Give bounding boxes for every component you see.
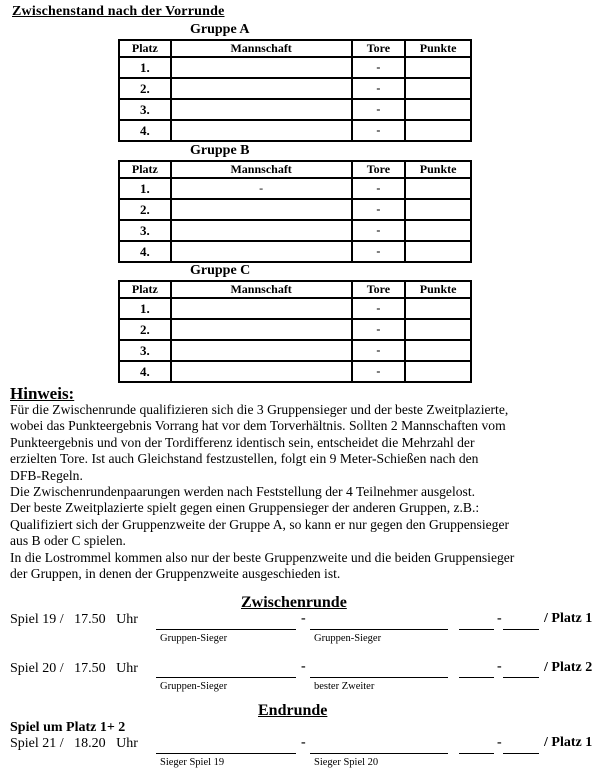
- team1-input-line[interactable]: [156, 677, 296, 678]
- score1-input-line[interactable]: [459, 753, 494, 754]
- team2-input-line[interactable]: [310, 677, 448, 678]
- header-mannschaft: Mannschaft: [171, 281, 352, 298]
- group-a-table: [118, 39, 472, 142]
- place-cell: 3.: [119, 99, 171, 120]
- group-b-table: [118, 160, 472, 263]
- team2-input-line[interactable]: [310, 629, 448, 630]
- group-b-title: Gruppe B: [190, 143, 250, 158]
- endrunde-title: Endrunde: [258, 702, 328, 719]
- hint-title: Hinweis:: [10, 384, 75, 403]
- table-row: [119, 120, 471, 141]
- points-cell[interactable]: [405, 298, 471, 319]
- header-tore: Tore: [352, 161, 406, 178]
- place-cell: 2.: [119, 199, 171, 220]
- points-cell[interactable]: [405, 361, 471, 382]
- points-cell[interactable]: [405, 57, 471, 78]
- hint-line: DFB-Regeln.: [10, 467, 83, 483]
- team-cell[interactable]: [171, 241, 352, 262]
- hint-line: Qualifiziert sich der Gruppenzweite der Gruppe A, so kann er nur gegen den Gruppensieger: [10, 516, 510, 532]
- goals-cell[interactable]: -: [352, 361, 406, 382]
- table-row: [119, 99, 471, 120]
- team-cell[interactable]: [171, 361, 352, 382]
- header-punkte: Punkte: [405, 40, 471, 57]
- points-cell[interactable]: [405, 340, 471, 361]
- score-dash: -: [497, 659, 502, 674]
- goals-cell[interactable]: -: [352, 78, 406, 99]
- table-row: [119, 220, 471, 241]
- team1-caption: Gruppen-Sieger: [160, 633, 228, 644]
- points-cell[interactable]: [405, 78, 471, 99]
- goals-cell[interactable]: -: [352, 99, 406, 120]
- hint-line: der Gruppen, in denen der Gruppenzweite ausgeschieden ist.: [10, 566, 341, 582]
- table-row: [119, 319, 471, 340]
- group-a-title: Gruppe A: [190, 22, 250, 37]
- table-header-row: [119, 281, 471, 298]
- final-subtitle: Spiel um Platz 1+ 2: [10, 720, 126, 735]
- hint-line: Der beste Zweitplazierte spielt gegen einen Gruppensieger der anderen Gruppen, z.B.:: [10, 500, 480, 516]
- table-row: [119, 57, 471, 78]
- place-cell: 1.: [119, 57, 171, 78]
- score2-input-line[interactable]: [503, 629, 539, 630]
- group-c-title: Gruppe C: [190, 263, 251, 278]
- team-cell[interactable]: -: [171, 178, 352, 199]
- header-platz: Platz: [119, 161, 171, 178]
- page-title: Zwischenstand nach der Vorrunde: [12, 4, 225, 19]
- place-cell: 2.: [119, 319, 171, 340]
- points-cell[interactable]: [405, 220, 471, 241]
- place-cell: 1.: [119, 178, 171, 199]
- points-cell[interactable]: [405, 120, 471, 141]
- team1-caption: Sieger Spiel 19: [160, 757, 225, 768]
- goals-cell[interactable]: -: [352, 298, 406, 319]
- header-tore: Tore: [352, 40, 406, 57]
- goals-cell[interactable]: -: [352, 319, 406, 340]
- game-21-label: Spiel 21 / 18.20 Uhr: [10, 736, 138, 751]
- points-cell[interactable]: [405, 199, 471, 220]
- team-cell[interactable]: [171, 57, 352, 78]
- header-punkte: Punkte: [405, 281, 471, 298]
- vs-dash: -: [301, 735, 306, 750]
- team-cell[interactable]: [171, 78, 352, 99]
- team1-input-line[interactable]: [156, 753, 296, 754]
- team2-caption: Gruppen-Sieger: [314, 633, 382, 644]
- place-cell: 4.: [119, 120, 171, 141]
- game-19-label: Spiel 19 / 17.50 Uhr: [10, 612, 138, 627]
- team-cell[interactable]: [171, 99, 352, 120]
- vs-dash: -: [301, 611, 306, 626]
- result-label: / Platz 2: [544, 660, 593, 675]
- place-cell: 3.: [119, 220, 171, 241]
- goals-cell[interactable]: -: [352, 199, 406, 220]
- team2-input-line[interactable]: [310, 753, 448, 754]
- result-label: / Platz 1: [544, 735, 593, 750]
- team-cell[interactable]: [171, 199, 352, 220]
- result-label: / Platz 1: [544, 611, 593, 626]
- goals-cell[interactable]: -: [352, 241, 406, 262]
- points-cell[interactable]: [405, 178, 471, 199]
- table-header-row: [119, 161, 471, 178]
- header-punkte: Punkte: [405, 161, 471, 178]
- team-cell[interactable]: [171, 298, 352, 319]
- place-cell: 1.: [119, 298, 171, 319]
- hint-line: In die Lostrommel kommen also nur der beste Gruppenzweite und die beiden Gruppensieger: [10, 549, 515, 565]
- team1-input-line[interactable]: [156, 629, 296, 630]
- score-dash: -: [497, 611, 502, 626]
- header-platz: Platz: [119, 40, 171, 57]
- header-mannschaft: Mannschaft: [171, 40, 352, 57]
- group-c-table: [118, 280, 472, 383]
- place-cell: 4.: [119, 361, 171, 382]
- score1-input-line[interactable]: [459, 629, 494, 630]
- score1-input-line[interactable]: [459, 677, 494, 678]
- zwischenrunde-title: Zwischenrunde: [241, 594, 347, 611]
- points-cell[interactable]: [405, 99, 471, 120]
- team-cell[interactable]: [171, 120, 352, 141]
- team2-caption: bester Zweiter: [314, 681, 375, 692]
- hint-line: wobei das Punkteergebnis Vorrang hat vor dem Torverhältnis. Sollten 2 Mannschaften vom: [10, 418, 506, 434]
- team-cell[interactable]: [171, 319, 352, 340]
- goals-cell[interactable]: -: [352, 57, 406, 78]
- table-row: [119, 199, 471, 220]
- team-cell[interactable]: [171, 220, 352, 241]
- team2-caption: Sieger Spiel 20: [314, 757, 379, 768]
- score-dash: -: [497, 735, 502, 750]
- goals-cell[interactable]: -: [352, 340, 406, 361]
- table-row: [119, 361, 471, 382]
- table-row: [119, 241, 471, 262]
- table-row: [119, 340, 471, 361]
- hint-line: Für die Zwischenrunde qualifizieren sich die 3 Gruppensieger und der beste Zweitplazierte,: [10, 402, 509, 417]
- hint-line: aus B oder C spielen.: [10, 533, 126, 549]
- points-cell[interactable]: [405, 241, 471, 262]
- hint-text: [10, 402, 595, 582]
- header-platz: Platz: [119, 281, 171, 298]
- table-header-row: [119, 40, 471, 57]
- hint-line: Die Zwischenrundenpaarungen werden nach Feststellung der 4 Teilnehmer ausgelost.: [10, 484, 475, 500]
- place-cell: 3.: [119, 340, 171, 361]
- table-row: [119, 178, 471, 199]
- team1-caption: Gruppen-Sieger: [160, 681, 228, 692]
- table-row: [119, 78, 471, 99]
- place-cell: 4.: [119, 241, 171, 262]
- game-20-label: Spiel 20 / 17.50 Uhr: [10, 661, 138, 676]
- goals-cell[interactable]: -: [352, 178, 406, 199]
- goals-cell[interactable]: -: [352, 120, 406, 141]
- goals-cell[interactable]: -: [352, 220, 406, 241]
- place-cell: 2.: [119, 78, 171, 99]
- points-cell[interactable]: [405, 319, 471, 340]
- score2-input-line[interactable]: [503, 677, 539, 678]
- table-row: [119, 298, 471, 319]
- header-mannschaft: Mannschaft: [171, 161, 352, 178]
- hint-line: Punkteergebnis und von der Tordifferenz identisch sein, entscheidet die Mehrzahl der: [10, 434, 475, 450]
- team-cell[interactable]: [171, 340, 352, 361]
- score2-input-line[interactable]: [503, 753, 539, 754]
- header-tore: Tore: [352, 281, 406, 298]
- hint-line: erzielten Tore. Ist auch Gleichstand festzustellen, folgt ein 9 Meter-Schießen nach den: [10, 451, 479, 467]
- vs-dash: -: [301, 659, 306, 674]
